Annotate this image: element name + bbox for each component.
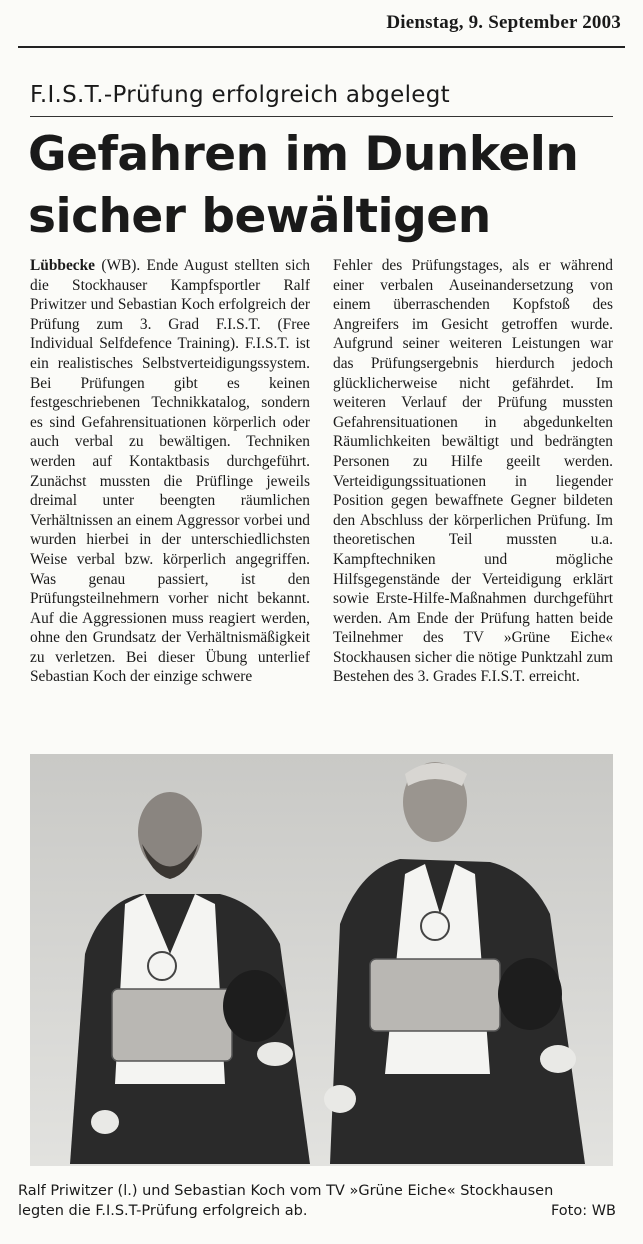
article-column-2: Fehler des Prüfungstages, als er während einer verbalen Auseinandersetzung von einem überraschenden Kopfstoß des Angreifers im Gesicht getroffen wurde. Aufgrund seiner weiteren Leistungen war das Prüfungsergebnis hierdurch jedoch glücklicherweise nicht gefährdet. Im weiteren Verlauf der Prüfung mussten Gefahrensituationen in abgedunkelten Räumlichkeiten bewältigt und bedrängten Personen zu Hilfe geeilt werden. Verteidigungssituationen in liegender Position gegen bewaffnete Gegner bildeten den Abschluss der körperlichen Prüfung. Im theoretischen Teil mussten u.a. Kampftechniken und mögliche Hilfsgegenstände der Verteidigung erklärt sowie Erste-Hilfe-Maßnahmen durchgeführt werden. Am Ende der Prüfung hatten beide Teilnehmer des TV »Grüne Eiche« Stockhausen sicher die nötige Punktzahl zum Bestehen des 3. Grades F.I.S.T. erreicht.: [333, 257, 613, 686]
article-body: [30, 256, 613, 687]
article-column-1: [30, 256, 310, 687]
photo-two-martial-artists: [30, 754, 613, 1166]
caption-line-2: legten die F.I.S.T-Prüfung erfolgreich ab.: [18, 1203, 308, 1219]
kicker-rule: [30, 116, 613, 117]
article-headline: [28, 124, 618, 248]
article-kicker: F.I.S.T.-Prüfung erfolgreich abgelegt: [30, 82, 450, 108]
headline-line-1: Gefahren im Dunkeln: [28, 127, 579, 182]
article-photo: [30, 754, 613, 1166]
publication-date: Dienstag, 9. September 2003: [386, 12, 621, 33]
header-rule: [18, 46, 625, 48]
photo-credit: Foto: WB: [550, 1203, 616, 1219]
dateline-place: Lübbecke: [30, 257, 95, 274]
caption-line-1: Ralf Priwitzer (l.) und Sebastian Koch vom TV »Grüne Eiche« Stockhausen: [18, 1183, 554, 1199]
column-1-text: (WB). Ende August stellten sich die Stockhauser Kampfsportler Ralf Priwitzer und Sebastian Koch erfolgreich der Prüfung zum 3. Grad F.I.S.T. (Free Individual Selfdefence Training). F.I.S.T. ist ein realistisches Selbstverteidigungssystem. Bei Prüfungen gibt es keinen festgeschriebenen Technikkatalog, sondern es sind Gefahrensituationen körperlich oder auch verbal zu bewältigen. Techniken werden auf Kontaktbasis durchgeführt. Zunächst mussten die Prüflinge jeweils dreimal unter beengten räumlichen Verhältnissen an einem Aggressor vorbei und wurden hierbei in der unterschiedlichsten Weise verbal bzw. körperlich angegriffen. Was genau passiert, ist den Prüfungsteilnehmern vorher nicht bekannt. Auf die Aggressionen muss reagiert werden, ohne den Grundsatz der Verhältnismäßigkeit zu verletzen. Bei dieser Übung unterlief Sebastian Koch der einzige schwere: [30, 257, 310, 686]
photo-caption: [18, 1181, 616, 1221]
headline-line-2: sicher bewältigen: [28, 189, 491, 244]
